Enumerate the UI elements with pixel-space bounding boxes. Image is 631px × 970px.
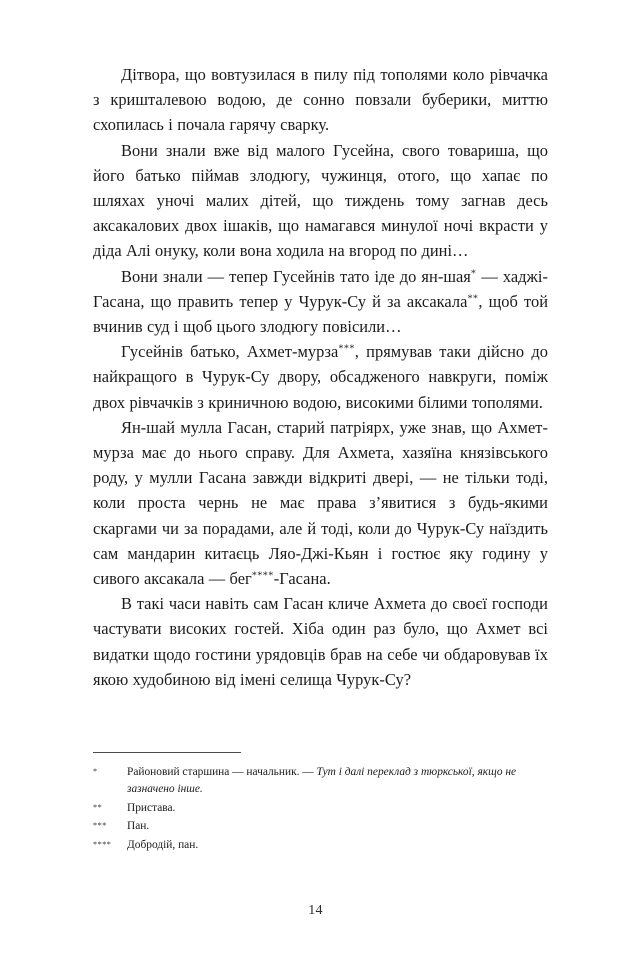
page-text-block bbox=[93, 62, 548, 692]
footnotes-section bbox=[93, 752, 548, 855]
footnote-item bbox=[93, 837, 548, 854]
footnote-mark: ** bbox=[93, 802, 103, 812]
paragraph-3-text-before-marker: Вони знали — тепер Гусейнів тато іде до ян-шая bbox=[121, 266, 471, 286]
paragraph-2: Вони знали вже від малого Гусейна, свого товариша, що його батько піймав злодюгу, чужинця, отого, що хапає по шляхах уночі малих дітей, що тиждень тому загнав десь аксакалових двох ішаків, що намагався минулої ночі вкрасти у діда Алі онуку, коли вона ходила на вгород по дині… bbox=[93, 140, 548, 261]
footnote-marker-aksakala: ** bbox=[467, 293, 479, 305]
footnote-text: Пристава. bbox=[127, 801, 176, 814]
footnote-item bbox=[93, 800, 548, 817]
page-number: 14 bbox=[308, 903, 323, 918]
footnote-marker-beg: **** bbox=[251, 570, 274, 582]
footnote-mark: **** bbox=[93, 839, 112, 849]
footnote-text: Добродій, пан. bbox=[127, 838, 199, 851]
footnote-text-italic: Тут і далі переклад з тюркської, якщо не зазначено інше. bbox=[127, 766, 517, 796]
footnote-item bbox=[93, 818, 548, 835]
footnote-separator-rule bbox=[93, 752, 241, 753]
footnote-text bbox=[127, 764, 548, 799]
paragraph-5-part-b: -Гасана. bbox=[273, 569, 331, 589]
footnote-item bbox=[93, 764, 548, 799]
footnote-mark: *** bbox=[93, 821, 107, 831]
paragraph-4 bbox=[93, 339, 548, 415]
paragraph-4-part-b: , прямував таки дійсно до найкращого в Чурук-Су двору, обсадженого навкруги, поміж двох рівчачків з криничною водою, високими білими тополями. bbox=[93, 342, 548, 412]
footnote-text: Пан. bbox=[127, 820, 150, 833]
paragraph-1: Дітвора, що вовтузилася в пилу під тополями коло рівчачка з кришталевою водою, де сонно повзали буберики, миттю схопилась і почала гарячу сварку. bbox=[93, 65, 548, 135]
paragraph-5 bbox=[93, 415, 548, 591]
footnote-marker-yan-shai: * bbox=[470, 268, 477, 280]
footnote-mark: * bbox=[93, 767, 98, 776]
paragraph-6: В такі часи навіть сам Гасан кличе Ахмета до своєї господи частувати високих гостей. Хіба один раз було, що Ахмет всі видатки щодо гостини урядовців брав на себе чи обдаровував їх якою худобиною від імені селища Чурук-Су? bbox=[93, 594, 548, 689]
paragraph-5-part-a: Ян-шай мулла Гасан, старий патріярх, уже знав, що Ахмет-мурза має до нього справу. Для Ахмета, хазяїна князівського роду, у мулли Гасана завжди відкриті двері, — не тільки тоді, коли проста чернь не має права з’явитися з будь-якими скаргами чи за порадами, але й тоді, коли до Чурук-Су наїздить сам мандарин китаєць Ляо-Джі-Кьян і гостює яку годину у сивого аксакала — бег bbox=[93, 417, 548, 589]
paragraph-4-part-a: Гусейнів батько, Ахмет-мурза bbox=[121, 342, 339, 362]
footnote-text-roman: Районовий старшина — начальник. — bbox=[127, 766, 317, 778]
paragraph-3-text-after: , щоб той вчинив суд і щоб цього злодюгу повісили… bbox=[93, 291, 549, 337]
paragraph-3 bbox=[93, 264, 548, 340]
paragraph-3-text-middle: — хаджі-Гасана, що править тепер у Чурук-Су й за аксакала bbox=[93, 266, 548, 311]
footnote-marker-ahmet-murza: *** bbox=[338, 343, 355, 355]
